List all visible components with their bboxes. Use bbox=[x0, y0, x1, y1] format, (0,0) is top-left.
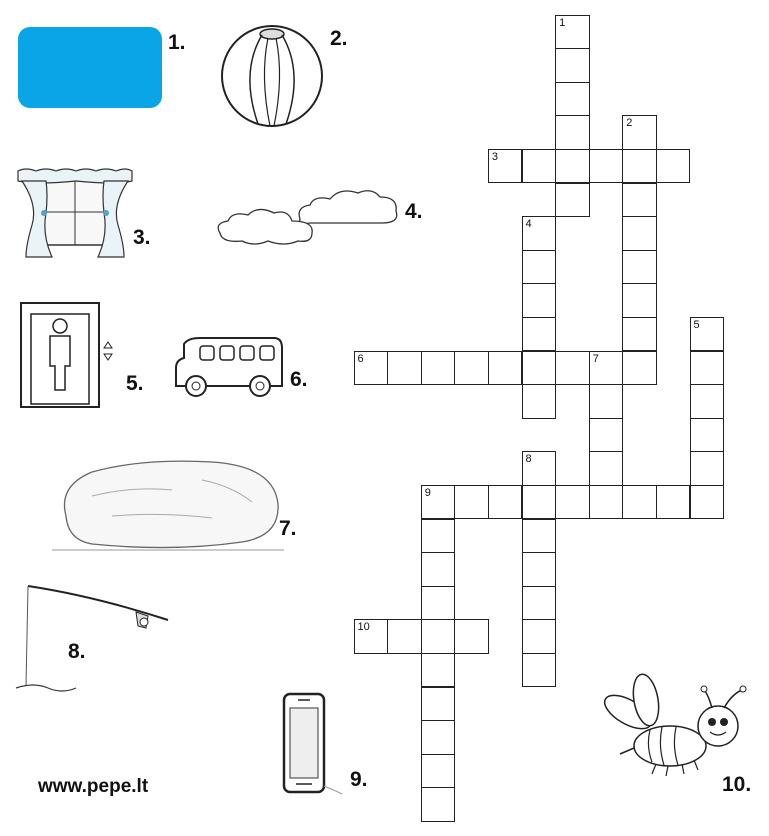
grid-cell[interactable] bbox=[454, 351, 489, 386]
grid-cell[interactable] bbox=[589, 451, 624, 486]
grid-cell[interactable] bbox=[555, 115, 590, 150]
grid-clue-number: 5 bbox=[693, 318, 700, 331]
rock-icon bbox=[52, 456, 284, 556]
clue-label-4: 4. bbox=[405, 200, 423, 223]
grid-cell[interactable] bbox=[421, 586, 456, 621]
grid-clue-number: 8 bbox=[525, 453, 532, 466]
grid-cell[interactable] bbox=[690, 317, 725, 352]
clue-label-3: 3. bbox=[133, 226, 151, 249]
clue-label-7: 7. bbox=[279, 517, 297, 540]
clouds-icon bbox=[214, 183, 404, 251]
grid-cell[interactable] bbox=[522, 216, 557, 251]
grid-cell[interactable] bbox=[354, 351, 389, 386]
grid-cell[interactable] bbox=[522, 384, 557, 419]
grid-cell[interactable] bbox=[622, 149, 657, 184]
grid-cell[interactable] bbox=[354, 619, 389, 654]
clue-label-10: 10. bbox=[722, 773, 752, 796]
website-label: www.pepe.lt bbox=[38, 776, 149, 797]
grid-cell[interactable] bbox=[555, 15, 590, 50]
grid-cell[interactable] bbox=[421, 351, 456, 386]
grid-cell[interactable] bbox=[522, 149, 557, 184]
grid-cell[interactable] bbox=[555, 485, 590, 520]
clue-label-1: 1. bbox=[168, 31, 186, 54]
grid-cell[interactable] bbox=[522, 619, 557, 654]
grid-cell[interactable] bbox=[522, 317, 557, 352]
grid-cell[interactable] bbox=[656, 149, 691, 184]
grid-cell[interactable] bbox=[421, 687, 456, 722]
blue-color-swatch bbox=[18, 27, 162, 108]
grid-cell[interactable] bbox=[522, 519, 557, 554]
grid-cell[interactable] bbox=[488, 351, 523, 386]
grid-clue-number: 4 bbox=[525, 218, 532, 231]
elevator-icon bbox=[18, 300, 122, 410]
grid-cell[interactable] bbox=[522, 283, 557, 318]
grid-clue-number: 7 bbox=[592, 352, 599, 365]
grid-cell[interactable] bbox=[622, 250, 657, 285]
fishing-rod-icon bbox=[14, 582, 174, 694]
grid-cell[interactable] bbox=[387, 351, 422, 386]
grid-clue-number: 2 bbox=[626, 117, 633, 130]
grid-cell[interactable] bbox=[555, 183, 590, 218]
grid-clue-number: 6 bbox=[357, 352, 364, 365]
grid-cell[interactable] bbox=[555, 351, 590, 386]
grid-clue-number: 3 bbox=[491, 150, 499, 163]
grid-cell[interactable] bbox=[690, 351, 725, 386]
grid-cell[interactable] bbox=[555, 48, 590, 83]
grid-cell[interactable] bbox=[454, 485, 489, 520]
clue-label-2: 2. bbox=[330, 27, 348, 50]
grid-cell[interactable] bbox=[421, 519, 456, 554]
grid-cell[interactable] bbox=[656, 485, 691, 520]
grid-cell[interactable] bbox=[622, 183, 657, 218]
grid-cell[interactable] bbox=[421, 754, 456, 789]
grid-cell[interactable] bbox=[421, 552, 456, 587]
bus-icon bbox=[170, 330, 288, 406]
grid-cell[interactable] bbox=[690, 451, 725, 486]
grid-cell[interactable] bbox=[522, 485, 557, 520]
grid-cell[interactable] bbox=[454, 619, 489, 654]
grid-clue-number: 10 bbox=[357, 621, 370, 634]
grid-cell[interactable] bbox=[421, 619, 456, 654]
grid-clue-number: 9 bbox=[424, 486, 431, 499]
grid-cell[interactable] bbox=[690, 418, 725, 453]
clue-label-8: 8. bbox=[68, 640, 86, 663]
grid-cell[interactable] bbox=[589, 418, 624, 453]
grid-cell[interactable] bbox=[622, 485, 657, 520]
grid-cell[interactable] bbox=[522, 250, 557, 285]
grid-cell[interactable] bbox=[690, 485, 725, 520]
grid-cell[interactable] bbox=[589, 384, 624, 419]
grid-cell[interactable] bbox=[522, 586, 557, 621]
grid-cell[interactable] bbox=[589, 485, 624, 520]
grid-cell[interactable] bbox=[387, 619, 422, 654]
grid-cell[interactable] bbox=[622, 317, 657, 352]
grid-cell[interactable] bbox=[690, 384, 725, 419]
mobile-phone-icon bbox=[278, 690, 348, 802]
grid-cell[interactable] bbox=[522, 653, 557, 688]
grid-cell[interactable] bbox=[589, 351, 624, 386]
grid-clue-number: 1 bbox=[559, 16, 566, 29]
grid-cell[interactable] bbox=[555, 82, 590, 117]
clue-label-9: 9. bbox=[350, 768, 368, 791]
grid-cell[interactable] bbox=[522, 351, 557, 386]
grid-cell[interactable] bbox=[622, 351, 657, 386]
grid-cell[interactable] bbox=[522, 451, 557, 486]
beach-ball-icon bbox=[218, 22, 326, 130]
grid-cell[interactable] bbox=[421, 720, 456, 755]
grid-cell[interactable] bbox=[421, 485, 456, 520]
window-curtains-icon bbox=[16, 165, 134, 260]
grid-cell[interactable] bbox=[589, 149, 624, 184]
clue-label-5: 5. bbox=[126, 372, 144, 395]
clue-label-6: 6. bbox=[290, 368, 308, 391]
grid-cell[interactable] bbox=[421, 787, 456, 822]
grid-cell[interactable] bbox=[622, 115, 657, 150]
grid-cell[interactable] bbox=[522, 552, 557, 587]
grid-cell[interactable] bbox=[488, 149, 523, 184]
grid-cell[interactable] bbox=[488, 485, 523, 520]
grid-cell[interactable] bbox=[622, 283, 657, 318]
grid-cell[interactable] bbox=[421, 653, 456, 688]
grid-cell[interactable] bbox=[555, 149, 590, 184]
grid-cell[interactable] bbox=[622, 216, 657, 251]
